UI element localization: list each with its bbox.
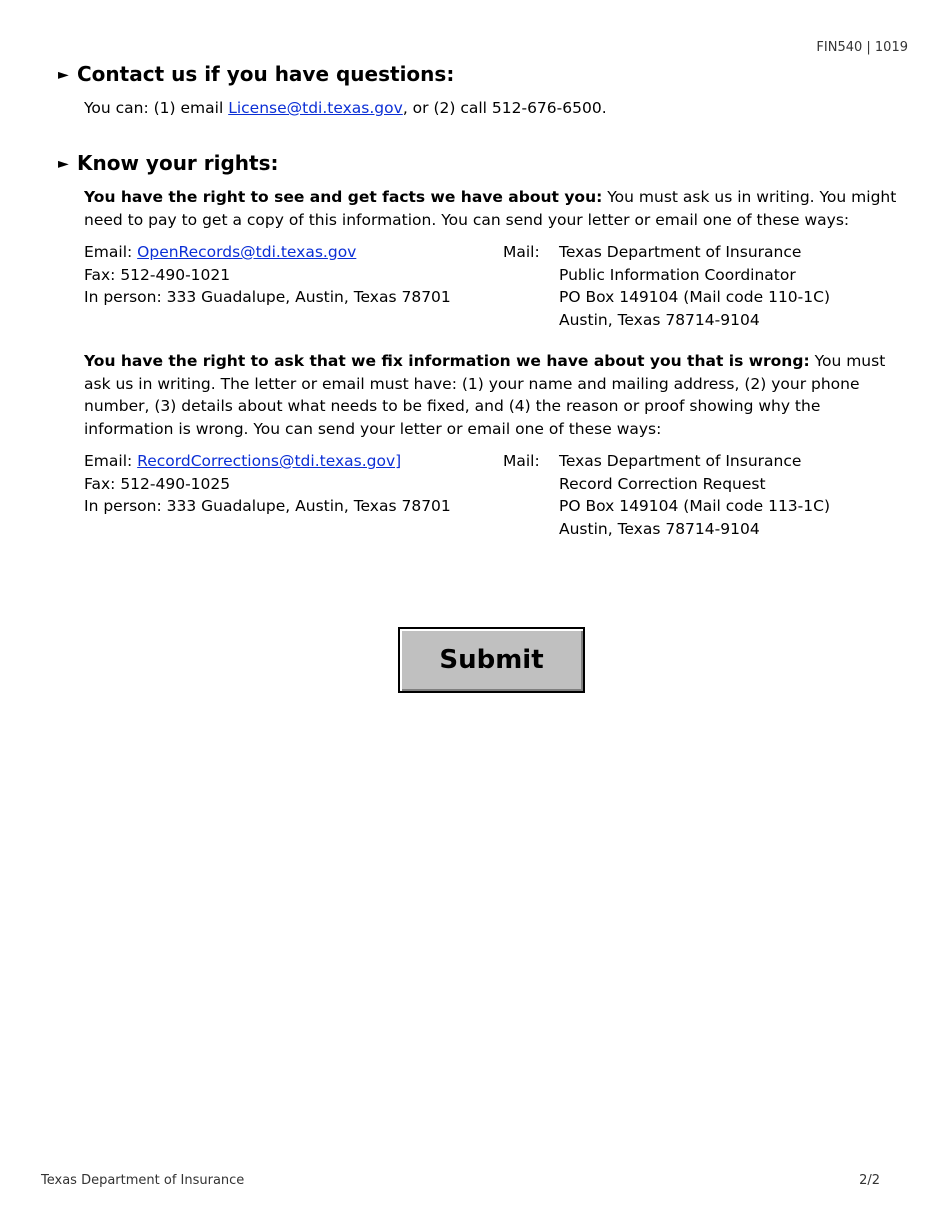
contact-text-after: , or (2) call 512-676-6500.: [402, 99, 607, 117]
fix-info-lead: You have the right to ask that we fix information we have about you that is wrong:: [84, 352, 810, 370]
mail-line: Record Correction Request: [559, 474, 766, 493]
mail-line: Austin, Texas 78714-9104: [559, 520, 760, 539]
triangle-bullet-icon: ►: [58, 156, 69, 172]
contact-heading: [58, 61, 454, 88]
fix-info-mail-label: Mail:: [503, 452, 540, 470]
fix-info-contact-methods: [84, 450, 494, 518]
mail-line: PO Box 149104 (Mail code 113-1C): [559, 497, 830, 516]
page-number: 2/2: [859, 1173, 880, 1188]
footer-org: Texas Department of Insurance: [41, 1173, 245, 1188]
see-facts-mail-label: Mail:: [503, 243, 540, 261]
fix-info-email-label: Email:: [84, 452, 138, 470]
triangle-bullet-icon: ►: [58, 67, 69, 83]
see-facts-paragraph: [84, 186, 900, 231]
see-facts-text: You must ask us in writing. You might need to pay to get a copy of this information. You can send your letter or email one of these ways:: [84, 188, 897, 229]
rights-heading-text: Know your rights:: [77, 151, 279, 175]
contact-text: [84, 97, 900, 120]
fix-info-in-person: In person: 333 Guadalupe, Austin, Texas 78701: [84, 497, 451, 516]
see-facts-fax: Fax: 512-490-1021: [84, 265, 231, 284]
form-id: FIN540 | 1019: [816, 40, 908, 55]
license-email-link[interactable]: License@tdi.texas.gov: [228, 99, 403, 117]
contact-heading-text: Contact us if you have questions:: [77, 62, 455, 86]
see-facts-lead: You have the right to see and get facts we have about you:: [84, 188, 603, 206]
mail-line: Austin, Texas 78714-9104: [559, 311, 760, 330]
record-corrections-email-link[interactable]: RecordCorrections@tdi.texas.gov]: [137, 452, 402, 470]
see-facts-contact-methods: [84, 241, 494, 309]
fix-info-mail-address: [559, 450, 899, 541]
mail-line: Public Information Coordinator: [559, 265, 796, 284]
mail-line: Texas Department of Insurance: [559, 243, 802, 261]
mail-line: Texas Department of Insurance: [559, 452, 802, 470]
see-facts-in-person: In person: 333 Guadalupe, Austin, Texas 78701: [84, 288, 451, 307]
see-facts-email-label: Email:: [84, 243, 138, 261]
fix-info-text: You must ask us in writing. The letter or email must have: (1) your name and mailing address, (2) your phone number, (3) details about what needs to be fixed, and (4) the reason or proof showing why the information is wrong. You can send your letter or email one of these ways:: [84, 352, 886, 439]
contact-text-before: You can: (1) email: [84, 99, 229, 117]
fix-info-fax: Fax: 512-490-1025: [84, 474, 231, 493]
mail-line: PO Box 149104 (Mail code 110-1C): [559, 288, 830, 307]
fix-info-paragraph: [84, 350, 900, 441]
submit-button[interactable]: Submit: [398, 627, 585, 693]
open-records-email-link[interactable]: OpenRecords@tdi.texas.gov: [137, 243, 357, 261]
see-facts-mail-address: [559, 241, 899, 332]
rights-heading: [58, 150, 279, 177]
